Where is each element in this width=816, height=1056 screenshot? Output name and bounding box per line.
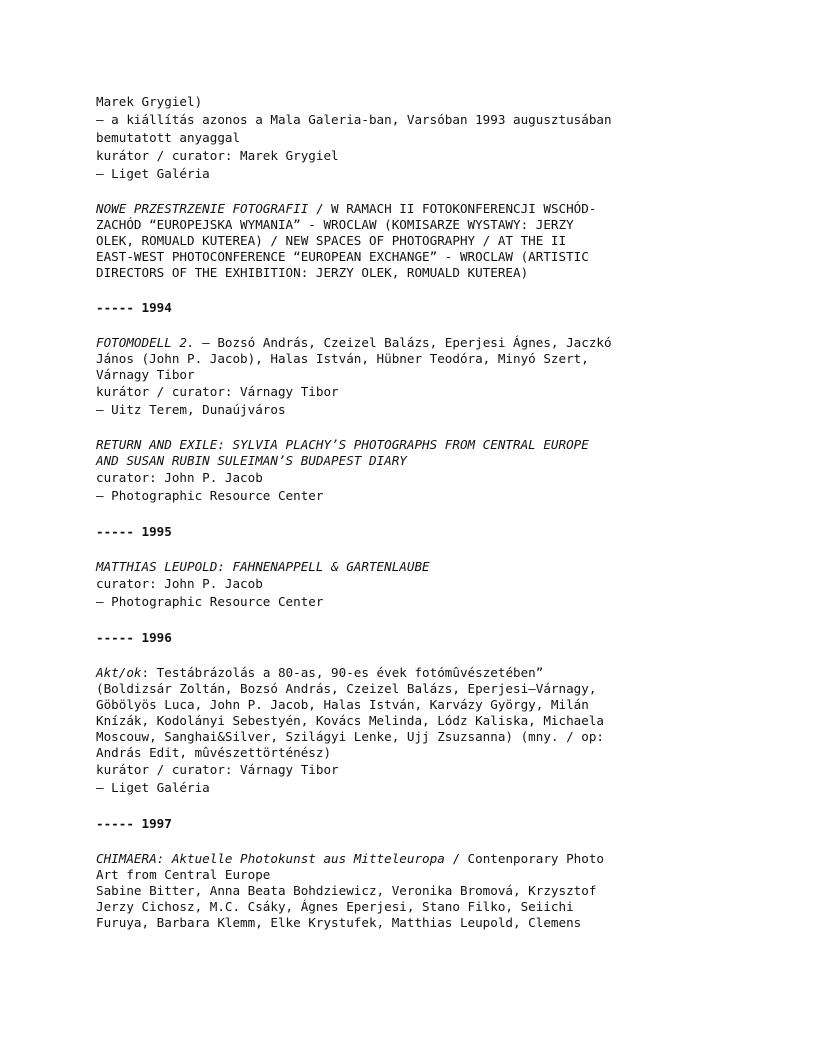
exhibition-title: MATTHIAS LEUPOLD: FAHNENAPPELL & GARTENLAUBE xyxy=(96,559,430,574)
text-line: curator: John P. Jacob xyxy=(96,576,263,591)
text-line: Moscouw, Sanghai&Silver, Szilágyi Lenke, Ujj Zsuzsanna) (mny. / op: xyxy=(96,729,604,744)
exhibition-title: AND SUSAN RUBIN SULEIMAN’S BUDAPEST DIARY xyxy=(96,453,407,468)
text-line: kurátor / curator: Várnagy Tibor xyxy=(96,384,339,399)
text-line: bemutatott anyaggal xyxy=(96,130,241,145)
text-line: Jerzy Cichosz, M.C. Csáky, Ágnes Eperjesi, Stano Filko, Seiichi xyxy=(96,899,574,914)
text-line: Akt/ok: Testábrázolás a 80-as, 90-es évek fotómûvészetében” xyxy=(96,665,544,680)
year-heading-1997: ----- 1997 xyxy=(96,816,172,831)
text-line: – Uitz Terem, Dunaújváros xyxy=(96,402,286,417)
entry-nowe-przestrzenie xyxy=(96,201,736,281)
text-line: – Liget Galéria xyxy=(96,166,210,181)
exhibition-title: RETURN AND EXILE: SYLVIA PLACHY’S PHOTOGRAPHS FROM CENTRAL EUROPE xyxy=(96,437,589,452)
text-line: curator: John P. Jacob xyxy=(96,470,263,485)
year-heading-1996: ----- 1996 xyxy=(96,630,172,645)
text-line: – Photographic Resource Center xyxy=(96,488,324,503)
document-page xyxy=(96,93,736,931)
text-line: Art from Central Europe xyxy=(96,867,271,882)
entry-1993-liget xyxy=(96,93,736,183)
entry-fotomodell-2 xyxy=(96,335,736,419)
text-line: NOWE PRZESTRZENIE FOTOGRAFII / W RAMACH II FOTOKONFERENCJI WSCHÓD- xyxy=(96,201,597,216)
text-line: (Boldizsár Zoltán, Bozsó András, Czeizel Balázs, Eperjesi–Várnagy, xyxy=(96,681,597,696)
exhibition-title: NOWE PRZESTRZENIE FOTOGRAFII xyxy=(96,201,309,216)
text-line: DIRECTORS OF THE EXHIBITION: JERZY OLEK, ROMUALD KUTEREA) xyxy=(96,265,529,280)
text-line: CHIMAERA: Aktuelle Photokunst aus Mitteleuropa / Contenporary Photo xyxy=(96,851,605,866)
year-heading-1995: ----- 1995 xyxy=(96,524,172,539)
text-line: András Edit, mûvészettörténész) xyxy=(96,745,332,760)
text-line: OLEK, ROMUALD KUTEREA) / NEW SPACES OF PHOTOGRAPHY / AT THE II xyxy=(96,233,567,248)
text-line: – a kiállítás azonos a Mala Galeria-ban, Varsóban 1993 augusztusában xyxy=(96,112,612,127)
text-line: Furuya, Barbara Klemm, Elke Krystufek, Matthias Leupold, Clemens xyxy=(96,915,582,930)
text-line: – Photographic Resource Center xyxy=(96,594,324,609)
text-line: ZACHÓD “EUROPEJSKA WYMANIA” - WROCLAW (KOMISARZE WYSTAWY: JERZY xyxy=(96,217,574,232)
exhibition-title: FOTOMODELL 2. xyxy=(96,335,195,350)
text-line: EAST-WEST PHOTOCONFERENCE “EUROPEAN EXCHANGE” - WROCLAW (ARTISTIC xyxy=(96,249,589,264)
text-line: – Liget Galéria xyxy=(96,780,210,795)
exhibition-title: Akt/ok xyxy=(96,665,142,680)
text-line: Sabine Bitter, Anna Beata Bohdziewicz, Veronika Bromová, Krzysztof xyxy=(96,883,597,898)
entry-chimaera xyxy=(96,851,736,931)
text-line: Marek Grygiel) xyxy=(96,94,203,109)
text-line: FOTOMODELL 2. – Bozsó András, Czeizel Balázs, Eperjesi Ágnes, Jaczkó xyxy=(96,335,612,350)
text-line: Várnagy Tibor xyxy=(96,367,195,382)
text-line: kurátor / curator: Marek Grygiel xyxy=(96,148,339,163)
entry-return-and-exile xyxy=(96,437,736,505)
entry-matthias-leupold xyxy=(96,559,736,611)
text-line: Göbölyös Luca, John P. Jacob, Halas István, Karvázy György, Milán xyxy=(96,697,589,712)
year-heading-1994: ----- 1994 xyxy=(96,300,172,315)
exhibition-title: CHIMAERA: Aktuelle Photokunst aus Mitteleuropa xyxy=(96,851,445,866)
text-line: Knízák, Kodolányi Sebestyén, Kovács Melinda, Lódz Kaliska, Michaela xyxy=(96,713,604,728)
text-line: kurátor / curator: Várnagy Tibor xyxy=(96,762,339,777)
entry-akt-ok xyxy=(96,665,736,797)
text-line: János (John P. Jacob), Halas István, Hübner Teodóra, Minyó Szert, xyxy=(96,351,589,366)
